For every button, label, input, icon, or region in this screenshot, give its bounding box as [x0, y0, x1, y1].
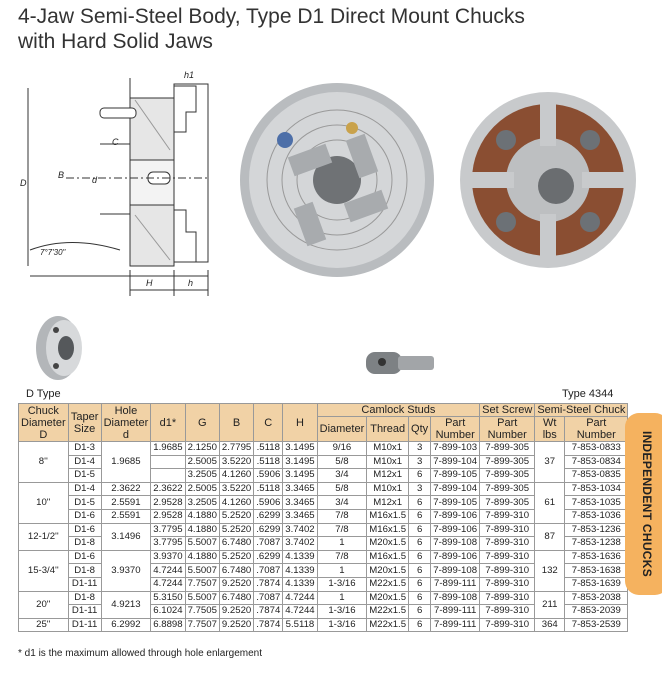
cell-b: 6.7480: [219, 564, 253, 578]
table-body: [19, 442, 628, 632]
cell-weight: 132: [535, 550, 565, 591]
dim-D: D: [20, 178, 27, 188]
cell-taper-size: D1-3: [68, 442, 101, 456]
header-stud-diameter: Diameter: [317, 417, 367, 442]
cell-weight: 364: [535, 618, 565, 632]
cell-c: .7874: [254, 577, 283, 591]
cell-set: 7-899-305: [480, 469, 535, 483]
cell-g: 2.1250: [185, 442, 219, 456]
header-thread: Thread: [367, 417, 409, 442]
cell-qty: 6: [409, 469, 431, 483]
cell-qty: 3: [409, 442, 431, 456]
table-row: [19, 482, 628, 496]
cell-g: 2.5005: [185, 455, 219, 469]
cell-h: 3.1495: [283, 442, 317, 456]
header-qty: Qty: [409, 417, 431, 442]
cell-set: 7-899-310: [480, 591, 535, 605]
cell-c: .5118: [254, 442, 283, 456]
cell-d1: 2.9528: [151, 496, 185, 510]
caption-type-number: Type 4344: [562, 388, 614, 400]
cell-chuck-diameter: 15-3/4'': [19, 550, 69, 591]
caption-d-type: D Type: [26, 388, 61, 400]
cell-chuck-diameter: 8'': [19, 442, 69, 483]
cell-taper-size: D1-6: [68, 509, 101, 523]
cell-g: 3.2505: [185, 496, 219, 510]
cell-set: 7-899-310: [480, 537, 535, 551]
cell-hole-diameter: 2.5591: [101, 496, 151, 510]
cell-chuck-part-number: 7-853-1034: [565, 482, 628, 496]
cell-dia: 1-3/16: [317, 605, 367, 619]
cell-c: .7874: [254, 605, 283, 619]
cell-g: 4.1880: [185, 523, 219, 537]
cell-g: 5.5007: [185, 564, 219, 578]
cell-g: 3.2505: [185, 469, 219, 483]
cell-qty: 3: [409, 482, 431, 496]
header-g: G: [185, 404, 219, 442]
cell-c: .6299: [254, 550, 283, 564]
cell-part: 7-899-111: [431, 605, 480, 619]
cell-dia: 5/8: [317, 482, 367, 496]
cell-g: 4.1880: [185, 550, 219, 564]
cell-hole-diameter: 3.9370: [101, 550, 151, 591]
cell-set: 7-899-305: [480, 496, 535, 510]
cell-h: 4.1339: [283, 550, 317, 564]
header-d1: d1*: [151, 404, 185, 442]
cell-thread: M22x1.5: [367, 618, 409, 632]
table-row: [19, 523, 628, 537]
cell-set: 7-899-310: [480, 618, 535, 632]
cell-h: 3.3465: [283, 482, 317, 496]
cell-d1: 4.7244: [151, 564, 185, 578]
cell-set: 7-899-305: [480, 442, 535, 456]
cell-part: 7-899-108: [431, 591, 480, 605]
section-tab-label: INDEPENDENT CHUCKS: [640, 430, 654, 578]
cell-thread: M10x1: [367, 455, 409, 469]
cell-thread: M16x1.5: [367, 523, 409, 537]
cell-chuck-part-number: 7-853-1636: [565, 550, 628, 564]
cell-chuck-diameter: 10'': [19, 482, 69, 523]
chuck-back-image: [460, 92, 636, 268]
cell-chuck-part-number: 7-853-0835: [565, 469, 628, 483]
cell-b: 4.1260: [219, 496, 253, 510]
table-row: [19, 550, 628, 564]
cell-part: 7-899-106: [431, 523, 480, 537]
cell-h: 3.7402: [283, 537, 317, 551]
cell-b: 5.2520: [219, 550, 253, 564]
cell-c: .5906: [254, 469, 283, 483]
cell-c: .7874: [254, 618, 283, 632]
cell-dia: 3/4: [317, 496, 367, 510]
cell-thread: M22x1.5: [367, 577, 409, 591]
cell-qty: 6: [409, 523, 431, 537]
cell-d1: 3.7795: [151, 537, 185, 551]
header-b: B: [219, 404, 253, 442]
cell-set: 7-899-305: [480, 455, 535, 469]
cell-weight: 211: [535, 591, 565, 618]
cell-chuck-part-number: 7-853-0833: [565, 442, 628, 456]
cell-g: 5.5007: [185, 537, 219, 551]
cell-chuck-diameter: 12-1/2'': [19, 523, 69, 550]
cell-chuck-part-number: 7-853-1638: [565, 564, 628, 578]
dim-h: h: [188, 278, 194, 288]
cell-taper-size: D1-5: [68, 496, 101, 510]
cell-qty: 6: [409, 618, 431, 632]
cell-b: 9.2520: [219, 577, 253, 591]
cell-hole-diameter: 4.9213: [101, 591, 151, 618]
cell-b: 9.2520: [219, 618, 253, 632]
cell-d1: 2.9528: [151, 509, 185, 523]
cell-taper-size: D1-6: [68, 550, 101, 564]
cell-thread: M20x1.5: [367, 564, 409, 578]
cell-b: 2.7795: [219, 442, 253, 456]
cell-b: 3.5220: [219, 482, 253, 496]
cell-h: 3.1495: [283, 455, 317, 469]
dim-angle: 7°7'30": [40, 248, 66, 257]
cell-thread: M16x1.5: [367, 550, 409, 564]
cell-set: 7-899-305: [480, 482, 535, 496]
cell-chuck-part-number: 7-853-1238: [565, 537, 628, 551]
cell-taper-size: D1-8: [68, 564, 101, 578]
cell-dia: 9/16: [317, 442, 367, 456]
cell-dia: 3/4: [317, 469, 367, 483]
footnote: * d1 is the maximum allowed through hole enlargement: [18, 648, 263, 659]
cell-d1: 4.7244: [151, 577, 185, 591]
cell-part: 7-899-111: [431, 577, 480, 591]
cell-qty: 6: [409, 591, 431, 605]
cell-chuck-part-number: 7-853-0834: [565, 455, 628, 469]
cell-d1: [151, 455, 185, 469]
table-row: [19, 618, 628, 632]
dim-c: C: [112, 137, 119, 147]
cell-hole-diameter: 2.5591: [101, 509, 151, 523]
cell-d1: [151, 469, 185, 483]
cell-c: .6299: [254, 509, 283, 523]
cell-taper-size: D1-6: [68, 523, 101, 537]
cell-part: 7-899-104: [431, 482, 480, 496]
cell-h: 3.7402: [283, 523, 317, 537]
cell-chuck-part-number: 7-853-1639: [565, 577, 628, 591]
technical-drawing: [28, 78, 210, 296]
cell-part: 7-899-108: [431, 564, 480, 578]
dim-H: H: [146, 278, 153, 288]
cell-taper-size: D1-5: [68, 469, 101, 483]
cell-qty: 6: [409, 605, 431, 619]
cell-dia: 1-3/16: [317, 577, 367, 591]
cell-thread: M10x1: [367, 442, 409, 456]
cell-set: 7-899-310: [480, 564, 535, 578]
cell-taper-size: D1-4: [68, 482, 101, 496]
cell-qty: 6: [409, 550, 431, 564]
table-row: [19, 442, 628, 456]
cell-chuck-diameter: 20'': [19, 591, 69, 618]
cell-g: 7.7507: [185, 618, 219, 632]
cell-chuck-part-number: 7-853-2039: [565, 605, 628, 619]
cell-qty: 6: [409, 564, 431, 578]
cell-b: 6.7480: [219, 591, 253, 605]
cell-taper-size: D1-11: [68, 605, 101, 619]
cell-part: 7-899-111: [431, 618, 480, 632]
cell-h: 3.3465: [283, 509, 317, 523]
cell-h: 3.1495: [283, 469, 317, 483]
header-set-screw: Set Screw: [480, 404, 535, 417]
header-hole-diameter: Hole Diameter d: [101, 404, 151, 442]
cell-chuck-part-number: 7-853-1035: [565, 496, 628, 510]
cell-taper-size: D1-8: [68, 591, 101, 605]
cell-h: 4.1339: [283, 577, 317, 591]
section-tab[interactable]: [625, 413, 662, 595]
cell-b: 6.7480: [219, 537, 253, 551]
cell-d1: 6.1024: [151, 605, 185, 619]
cell-part: 7-899-105: [431, 469, 480, 483]
cell-part: 7-899-103: [431, 442, 480, 456]
cell-thread: M22x1.5: [367, 605, 409, 619]
cell-thread: M16x1.5: [367, 509, 409, 523]
cell-thread: M20x1.5: [367, 591, 409, 605]
cell-c: .5118: [254, 455, 283, 469]
cell-g: 4.1880: [185, 509, 219, 523]
dim-d: d: [92, 175, 98, 185]
cell-c: .7087: [254, 564, 283, 578]
cell-dia: 7/8: [317, 509, 367, 523]
cell-b: 5.2520: [219, 509, 253, 523]
cell-c: .5906: [254, 496, 283, 510]
cell-taper-size: D1-11: [68, 618, 101, 632]
cell-chuck-part-number: 7-853-2038: [565, 591, 628, 605]
cell-taper-size: D1-4: [68, 455, 101, 469]
cell-d1: 3.9370: [151, 550, 185, 564]
cell-dia: 1-3/16: [317, 618, 367, 632]
cell-g: 5.5007: [185, 591, 219, 605]
header-taper-size: Taper Size: [68, 404, 101, 442]
cell-set: 7-899-310: [480, 605, 535, 619]
cell-g: 7.7507: [185, 577, 219, 591]
cell-set: 7-899-310: [480, 577, 535, 591]
cell-h: 4.1339: [283, 564, 317, 578]
cell-dia: 1: [317, 591, 367, 605]
header-stud-part-number: Part Number: [431, 417, 480, 442]
cell-qty: 6: [409, 496, 431, 510]
cell-g: 7.7505: [185, 605, 219, 619]
cell-set: 7-899-310: [480, 509, 535, 523]
cell-chuck-part-number: 7-853-2539: [565, 618, 628, 632]
camlock-stud-image: [366, 352, 434, 374]
cell-d1: 6.8898: [151, 618, 185, 632]
cell-thread: M10x1: [367, 482, 409, 496]
cell-part: 7-899-105: [431, 496, 480, 510]
header-set-screw-part-number: Part Number: [480, 417, 535, 442]
cell-set: 7-899-310: [480, 523, 535, 537]
chuck-spec-table: [18, 403, 628, 632]
cell-hole-diameter: 3.1496: [101, 523, 151, 550]
header-semi-steel-chuck: Semi-Steel Chuck: [535, 404, 628, 417]
cell-part: 7-899-106: [431, 550, 480, 564]
d-type-chuck-image: [36, 316, 82, 380]
header-h: H: [283, 404, 317, 442]
cell-weight: 61: [535, 482, 565, 523]
cell-weight: 37: [535, 442, 565, 483]
cell-c: .5118: [254, 482, 283, 496]
header-weight: Wt lbs: [535, 417, 565, 442]
cell-taper-size: D1-11: [68, 577, 101, 591]
title-line-2: with Hard Solid Jaws: [18, 30, 213, 53]
dim-b: B: [58, 170, 65, 180]
cell-d1: 3.7795: [151, 523, 185, 537]
title-line-1: 4-Jaw Semi-Steel Body, Type D1 Direct Mount Chucks: [18, 5, 525, 28]
cell-g: 2.5005: [185, 482, 219, 496]
cell-chuck-part-number: 7-853-1236: [565, 523, 628, 537]
cell-dia: 7/8: [317, 523, 367, 537]
dim-h1: h1: [184, 70, 195, 80]
cell-part: 7-899-108: [431, 537, 480, 551]
cell-qty: 6: [409, 577, 431, 591]
cell-b: 5.2520: [219, 523, 253, 537]
cell-qty: 6: [409, 537, 431, 551]
cell-b: 9.2520: [219, 605, 253, 619]
cell-h: 4.7244: [283, 591, 317, 605]
cell-hole-diameter: 6.2992: [101, 618, 151, 632]
cell-hole-diameter: 2.3622: [101, 482, 151, 496]
cell-set: 7-899-310: [480, 550, 535, 564]
cell-qty: 3: [409, 455, 431, 469]
header-c: C: [254, 404, 283, 442]
cell-hole-diameter: 1.9685: [101, 442, 151, 483]
cell-b: 4.1260: [219, 469, 253, 483]
cell-chuck-diameter: 25'': [19, 618, 69, 632]
header-chuck-part-number: Part Number: [565, 417, 628, 442]
cell-thread: M20x1.5: [367, 537, 409, 551]
cell-dia: 1: [317, 564, 367, 578]
cell-h: 5.5118: [283, 618, 317, 632]
table-row: [19, 591, 628, 605]
cell-c: .7087: [254, 591, 283, 605]
cell-c: .6299: [254, 523, 283, 537]
cell-c: .7087: [254, 537, 283, 551]
cell-thread: M12x1: [367, 496, 409, 510]
cell-dia: 7/8: [317, 550, 367, 564]
cell-thread: M12x1: [367, 469, 409, 483]
cell-dia: 1: [317, 537, 367, 551]
cell-chuck-part-number: 7-853-1036: [565, 509, 628, 523]
cell-d1: 5.3150: [151, 591, 185, 605]
header-chuck-diameter: Chuck Diameter D: [19, 404, 69, 442]
cell-h: 3.3465: [283, 496, 317, 510]
cell-qty: 6: [409, 509, 431, 523]
cell-part: 7-899-104: [431, 455, 480, 469]
cell-taper-size: D1-8: [68, 537, 101, 551]
cell-h: 4.7244: [283, 605, 317, 619]
cell-d1: 1.9685: [151, 442, 185, 456]
cell-part: 7-899-106: [431, 509, 480, 523]
header-camlock-studs: Camlock Studs: [317, 404, 480, 417]
cell-b: 3.5220: [219, 455, 253, 469]
cell-d1: 2.3622: [151, 482, 185, 496]
chuck-front-image: [240, 83, 434, 277]
cell-dia: 5/8: [317, 455, 367, 469]
cell-weight: 87: [535, 523, 565, 550]
